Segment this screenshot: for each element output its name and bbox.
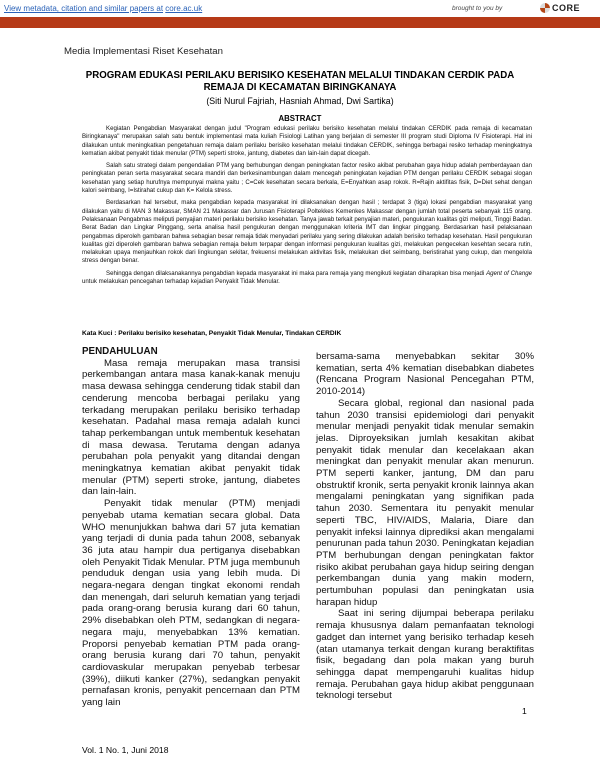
paper-title — [60, 70, 540, 94]
core-link-prefix: View metadata, citation and similar papers at — [4, 4, 164, 13]
provider-bar — [0, 17, 600, 42]
core-logo-icon — [540, 3, 550, 13]
body-paragraph: Penyakit tidak menular (PTM) menjadi penyebab utama kematian secara global. Data WHO menunjukkan bahwa dari 57 juta kematian yang terjadi di dunia pada tahun 2008, sebanyak 36 juta atau hampir dua pertiganya disebabkan oleh Penyakit Tidak Menular. PTM juga membunuh penduduk dengan usia yang lebih muda. Di negara-negara dengan tingkat ekonomi rendah dan menengah, dari seluruh kematian yang terjadi pada orang-orang berusia kurang dari 60 tahun, 29% disebabkan oleh PTM, sedangkan di negara-negara maju, menyebabkan 13% kematian. Proporsi penyebab kematian PTM pada orang-orang berusia kurang dari 70 tahun, penyakit cardiovaskular merupakan penyebab terbesar (39%), diikuti kanker (27%), sedangkan penyakit pernafasan kronis, penyakit pencernaan dan PTM yang lain — [82, 498, 300, 709]
section-heading: PENDAHULUAN — [82, 346, 158, 357]
body-paragraph: Saat ini sering dijumpai beberapa perilaku remaja khususnya dalam pemanfaatan teknologi gadget dan internet yang berisiko terhadap keseh (atan utamanya terkait dengan kurang beraktifitas fisik, begadang dan pola makan yang buruh sehingga dapat mempengaruhi kualitas hidup remaja. Perubahan gaya hidup akibat penggunaan teknologi tersebut — [316, 608, 534, 702]
page-number: 1 — [522, 706, 527, 716]
core-metadata-link[interactable] — [4, 4, 202, 13]
volume-info: Vol. 1 No. 1, Juni 2018 — [82, 745, 169, 755]
abstract-paragraph: Berdasarkan hal tersebut, maka pengabdian kepada masyarakat ini dilaksanakan dengan hasil ; terdapat 3 (tiga) lokasi pengabdian masyarakat yang dilakukan yaitu di MAN 3 Makassar, SMAN 21 Makassar dan Jurusan Fisioterapi Poltekkes Kemenkes Makassar dengan jumlah total peserta sebanyak 115 orang. Pelaksanaan Pengabmas meliputi penyajian materi perilaku berisiko kesehatan. Tanya jawab terkait penyajian materi, pengukuran kualitas gizi meliputi, Tinggi Badan. Berat Badan dan Lingkar Pinggang, serta analisa hasil pengukuran dengan menggunakan kriteria IMT dan lingkar pinggang. Berdasarkan hasil pelaksanaan pengabmas diperoleh gambaran bahwa sebagian besar remaja tidak menyadari perilaku yang sering dilakukan adalah berisiko terhadap kesehatan. Hasil pengukuran kualitas gizi diperoleh gambaran bahwa sebagian remaja belum terpapar dengan informasi pengukuran kualitas gizi, melakukan pengecekan kesehtan secara rutin, melakukan upaya menjauhkan rokok dari lingkungan sekitar, frekuensi melakukan aktivitas fisik, melakukan diet seimbang, beristirahat yang cukup, dan mengelola stress dengan benar. — [82, 199, 532, 265]
title-line-1: PROGRAM EDUKASI PERILAKU BERISIKO KESEHATAN MELALUI TINDAKAN CERDIK PADA — [85, 70, 515, 81]
core-logo-text: CORE — [552, 3, 581, 13]
body-paragraph: bersama-sama menyebabkan sekitar 30% kematian, serta 4% kematian disebabkan diabetes (Rencana Program Nasional Pencegahan PTM, 2010-2014) — [316, 351, 534, 398]
brought-by-text: brought to you by — [452, 5, 503, 12]
abstract-p4-emphasis: Agent of Change — [486, 269, 532, 277]
core-banner — [0, 0, 600, 42]
right-column — [316, 351, 534, 702]
abstract-p4-pre: Sehingga dengan dilaksanakannya pengabdian kepada masyarakat ini maka para remaja yang mengikuti kegiatan diharapkan bisa menjadi — [106, 269, 487, 277]
title-line-2: REMAJA DI KECAMATAN BIRINGKANAYA — [203, 82, 397, 93]
authors: (Siti Nurul Fajriah, Hasniah Ahmad, Dwi Sartika) — [206, 96, 394, 106]
left-column — [82, 346, 300, 709]
body-paragraph: Secara global, regional dan nasional pada tahun 2030 transisi epidemiologi dari penyakit menular menjadi penyakit tidak menular semakin jelas. Diproyeksikan jumlah kesakitan akibat penyakit tidak menular dan kecelakaan akan meningkat dan penyakit menular akan menurun. PTM seperti kanker, jantung, DM dan paru obstruktif kronik, serta penyakit kronik lainnya akan mengalami peningkatan yang signifikan pada tahun 2030. Sementara itu penyakit menular seperti TBC, HIV/AIDS, Malaria, Diare dan penyakit infeksi lainnya diprediksi akan mengalami penurunan pada tahun 2030. Peningkatan kejadian PTM berhubungan dengan peningkatan faktor risiko akibat perubahan gaya hidup seiring dengan perkembangan dunia yang makin modern, pertumbuhan populasi dan peningkatan usia harapan hidup — [316, 397, 534, 608]
abstract-paragraph: Kegiatan Pengabdian Masyarakat dengan judul "Program edukasi perilaku berisiko kesehatan melalui tindakan CERDIK pada remaja di kecamatan Biringkanaya" merupakan salah satu bentuk implementasi mata kuliah Fisiologi Latihan yang berjalan di semester III program studi Diploma IV Fisioterapi. Hal ini dilakukan untuk meningkatkan pengetahuan remaja dalam perilaku berisiko kesehatan melalui tindakan CERDIK, sehingga berbagai resiko terhadap meningkatnya kematian akibat penyakit tidak menular (PTM) seperti stroke, jantung, diabetes dan lain-lain dapat dicegah. — [82, 125, 532, 157]
provided-by-text: provided by E-Journal Poltekkes Kemenkes Makassar — [445, 35, 594, 42]
core-logo[interactable] — [540, 2, 580, 14]
abstract-paragraph — [82, 270, 532, 287]
keywords: Kata Kuci : Perilaku berisiko kesehatan, Penyakit Tidak Menular, Tindakan CERDIK — [82, 330, 342, 337]
abstract-paragraph: Salah satu strategi dalam pengendalian PTM yang berhubungan dengan peningkatan factor resiko akibat perubahan gaya hidup adalah pemberdayaan dan peningkatan peran serta masyarakat secara mandiri dan berkesinambungan dalam mencegah peningkatan kejadian PTM dengan perilaku CERDIK sebagai slogan kesehatan yang setiap hurufnya mempunyai makna yaitu ; C=Cek kesehatan secara berkala, E=Enyahkan asap rokok. R=Rajin aktifitas fisik, D=Diet sehat dengan kalori seimbang, I=Istirahat cukup dan K= Kelola stress. — [82, 162, 532, 195]
core-link-domain: core.ac.uk — [165, 4, 203, 13]
abstract-body — [82, 125, 532, 290]
abstract-p4-post: untuk melakukan pencegahan terhadap kejadian Penyakit Tidak Menular. — [82, 278, 280, 286]
abstract-heading: ABSTRACT — [278, 114, 322, 123]
body-paragraph: Masa remaja merupakan masa transisi perkembangan antara masa kanak-kanak menuju masa dewasa sehingga cenderung tidak stabil dan cenderung mencoba berbagai perilaku yang terkadang merupakan perilaku berisiko terhadap kesehatan. Padahal masa remaja adalah kunci tahap perkembangan untuk membentuk kesehatan di masa dewasa. Terutama dengan adanya perubahan pola penyakit yang ditandai dengan meningkatnya kematian akibat penyakit tidak menular (PTM) seperti stroke, jantung, diabetes dan lain-lain. — [82, 357, 300, 498]
journal-name: Media Implementasi Riset Kesehatan — [64, 46, 223, 57]
